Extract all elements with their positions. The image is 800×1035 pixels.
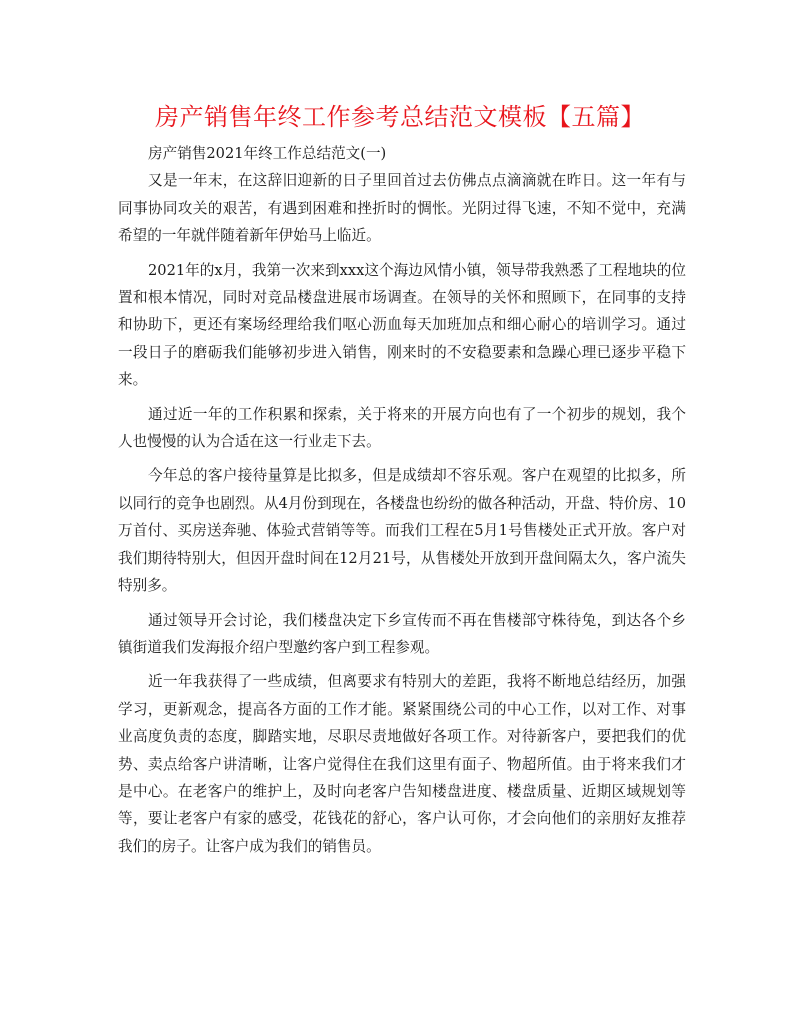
document-body [118,140,686,867]
paragraph: 又是一年末，在这辞旧迎新的日子里回首过去仿佛点点滴滴就在昨日。这一年有与同事协同攻关的艰苦，有遇到困难和挫折时的惆怅。光阴过得飞速，不知不觉中，充满希望的一年就伴随着新年伊始马上临近。 [118,172,686,245]
document-title: 房产销售年终工作参考总结范文模板【五篇】 [155,103,645,131]
paragraph: 通过近一年的工作积累和探索，关于将来的开展方向也有了一个初步的规划，我个人也慢慢的认为合适在这一行业走下去。 [118,405,686,451]
paragraph: 近一年我获得了一些成绩，但离要求有特别大的差距，我将不断地总结经历，加强学习，更新观念，提高各方面的工作才能。紧紧围绕公司的中心工作，以对工作、对事业高度负责的态度，脚踏实地，尽职尽责地做好各项工作。对待新客户，要把我们的优势、卖点给客户讲清晰，让客户觉得住在我们这里有面子、物超所值。由于将来我们才是中心。在老客户的维护上，及时向老客户告知楼盘进度、楼盘质量、近期区域规划等等，要让老客户有家的感受，花钱花的舒心，客户认可你，才会向他们的亲朋好友推荐我们的房子。让客户成为我们的销售员。 [118,673,686,855]
paragraph: 通过领导开会讨论，我们楼盘决定下乡宣传而不再在售楼部守株待兔，到达各个乡镇街道我们发海报介绍户型邀约客户到工程参观。 [118,611,686,656]
paragraph: 今年总的客户接待量算是比拟多，但是成绩却不容乐观。客户在观望的比拟多，所以同行的竞争也剧烈。从4月份到现在，各楼盘也纷纷的做各种活动，开盘、特价房、10万首付、买房送奔驰、体验式营销等等。而我们工程在5月1号售楼处正式开放。客户对我们期待特别大，但因开盘时间在12月21号，从售楼处开放到开盘间隔太久，客户流失特别多。 [118,467,686,595]
paragraph: 2021年的x月，我第一次来到xxx这个海边风情小镇，领导带我熟悉了工程地块的位置和根本情况，同时对竞品楼盘进展市场调查。在领导的关怀和照顾下，在同事的支持和协助下，更还有案场经理给我们呕心沥血每天加班加点和细心耐心的培训学习。通过一段日子的磨砺我们能够初步进入销售，刚来时的不安稳要素和急躁心理已逐步平稳下来。 [118,261,686,389]
section-subtitle: 房产销售2021年终工作总结范文(一) [148,145,387,162]
